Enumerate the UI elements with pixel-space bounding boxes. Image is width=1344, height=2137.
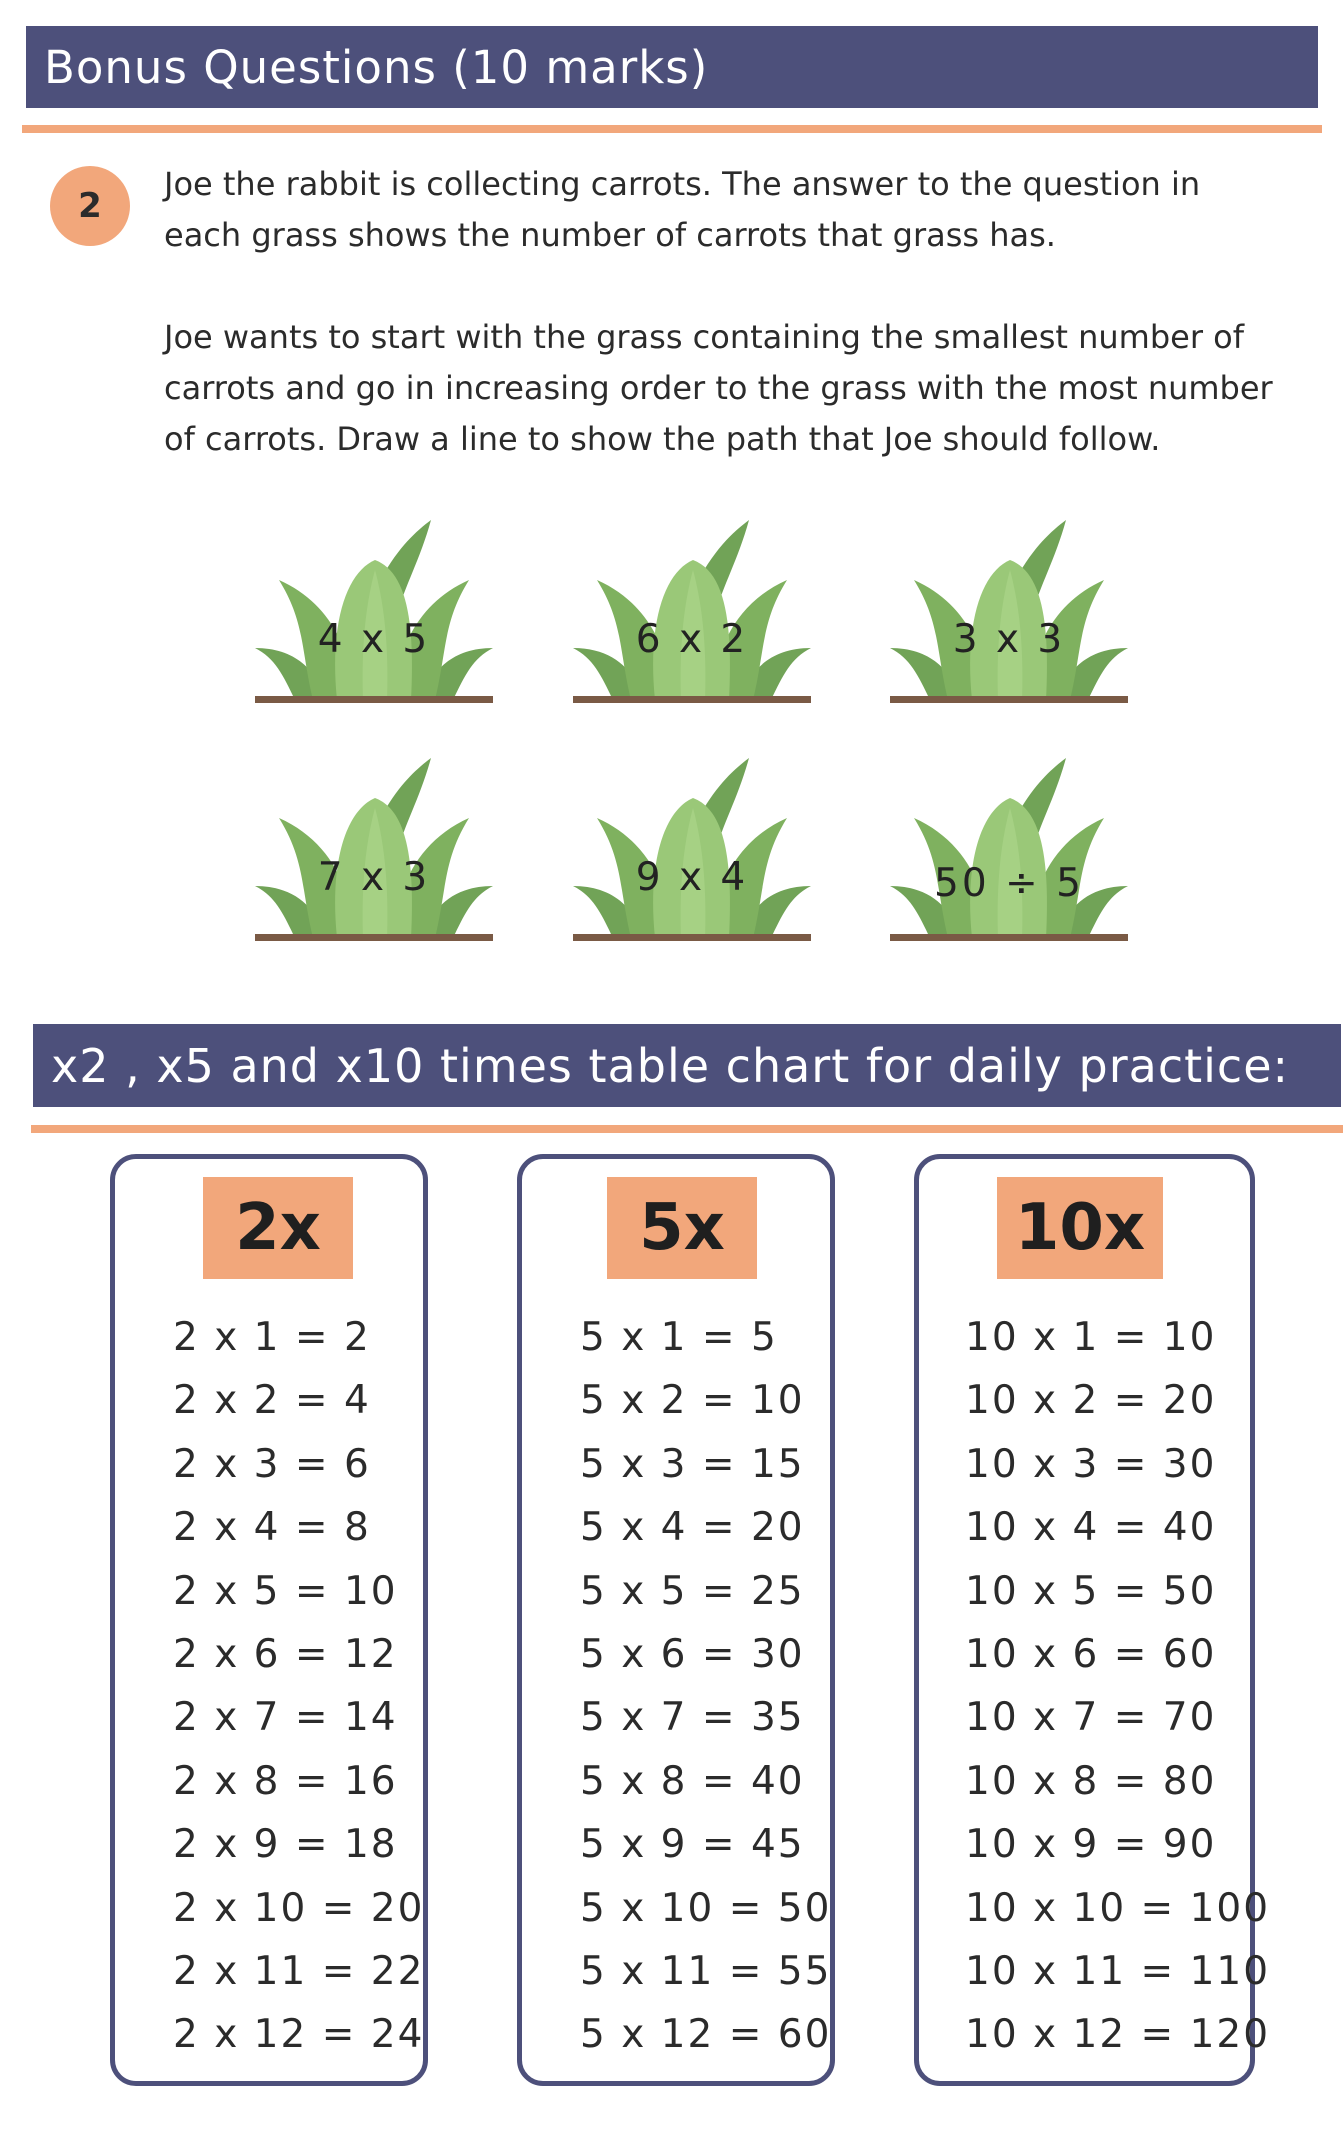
grass-expression: 50 ÷ 5 [934,861,1084,906]
table-row: 2 x 2 = 4 [173,1378,371,1424]
chart-banner [33,1024,1341,1107]
table-row: 5 x 6 = 30 [580,1631,805,1677]
grass-icon [890,748,1128,948]
table-row: 10 x 4 = 40 [965,1505,1217,1551]
table-row: 5 x 2 = 10 [580,1378,805,1424]
bonus-title: Bonus Questions (10 marks) [44,40,709,94]
grass-1[interactable] [255,510,493,710]
table-row: 5 x 8 = 40 [580,1758,805,1804]
grass-icon [890,510,1128,710]
table-row: 2 x 4 = 8 [173,1505,371,1551]
table-row: 5 x 5 = 25 [580,1568,805,1614]
table-row: 2 x 10 = 20 [173,1885,425,1931]
table-row: 2 x 7 = 14 [173,1695,398,1741]
question-paragraph-1: Joe the rabbit is collecting carrots. The answer to the question in each grass shows the number of carrots that grass has. [164,165,1201,254]
question-number: 2 [78,186,102,226]
grass-expression: 7 x 3 [317,855,431,900]
table-rows [580,1315,830,2076]
table-row: 5 x 7 = 35 [580,1695,805,1741]
table-row: 5 x 1 = 5 [580,1315,778,1360]
table-header: 10x [997,1177,1163,1279]
chart-title: x2 , x5 and x10 times table chart for daily practice: [51,1038,1290,1093]
times-table-10 [914,1154,1271,2086]
table-row: 10 x 3 = 30 [965,1441,1217,1487]
times-table-2 [110,1154,428,2086]
table-row: 10 x 9 = 90 [965,1822,1217,1868]
grass-6[interactable] [890,748,1128,948]
grass-3[interactable] [890,510,1128,710]
table-row: 5 x 12 = 60 [580,2012,832,2058]
chart-divider [31,1125,1343,1133]
grass-icon [255,510,493,710]
grass-icon [255,748,493,948]
table-header: 5x [607,1177,757,1279]
table-row: 2 x 1 = 2 [173,1315,371,1360]
table-row: 2 x 5 = 10 [173,1568,398,1614]
bonus-divider [22,125,1322,133]
grass-5[interactable] [573,748,811,948]
question-paragraph-2: Joe wants to start with the grass containing the smallest number of carrots and go in increasing order to the grass with the most number of carrots. Draw a line to show the path that Joe should follow. [164,318,1273,458]
table-row: 10 x 7 = 70 [965,1695,1217,1741]
table-row: 2 x 9 = 18 [173,1822,398,1868]
table-row: 5 x 4 = 20 [580,1505,805,1551]
table-row: 2 x 12 = 24 [173,2012,425,2058]
table-row: 5 x 11 = 55 [580,1948,832,1994]
table-row: 10 x 12 = 120 [965,2012,1271,2058]
bonus-banner [26,26,1318,108]
question-number-badge [50,166,130,246]
table-row: 10 x 5 = 50 [965,1568,1217,1614]
table-row: 2 x 8 = 16 [173,1758,398,1804]
table-row: 10 x 1 = 10 [965,1315,1217,1360]
table-row: 2 x 11 = 22 [173,1948,425,1994]
grass-expression: 9 x 4 [635,855,749,900]
grass-4[interactable] [255,748,493,948]
grass-2[interactable] [573,510,811,710]
grass-icon [573,748,811,948]
table-row: 5 x 9 = 45 [580,1822,805,1868]
table-row: 10 x 2 = 20 [965,1378,1217,1424]
table-row: 2 x 3 = 6 [173,1441,371,1487]
grass-icon [573,510,811,710]
grass-expression: 6 x 2 [635,617,749,662]
table-row: 10 x 6 = 60 [965,1631,1217,1677]
table-rows [965,1315,1271,2076]
table-row: 2 x 6 = 12 [173,1631,398,1677]
table-rows [173,1315,423,2076]
table-row: 10 x 8 = 80 [965,1758,1217,1804]
table-row: 5 x 10 = 50 [580,1885,832,1931]
grass-expression: 3 x 3 [952,617,1066,662]
table-row: 5 x 3 = 15 [580,1441,805,1487]
table-row: 10 x 10 = 100 [965,1885,1271,1931]
times-table-5 [517,1154,835,2086]
table-header: 2x [203,1177,353,1279]
table-row: 10 x 11 = 110 [965,1948,1271,1994]
grass-expression: 4 x 5 [317,617,431,662]
